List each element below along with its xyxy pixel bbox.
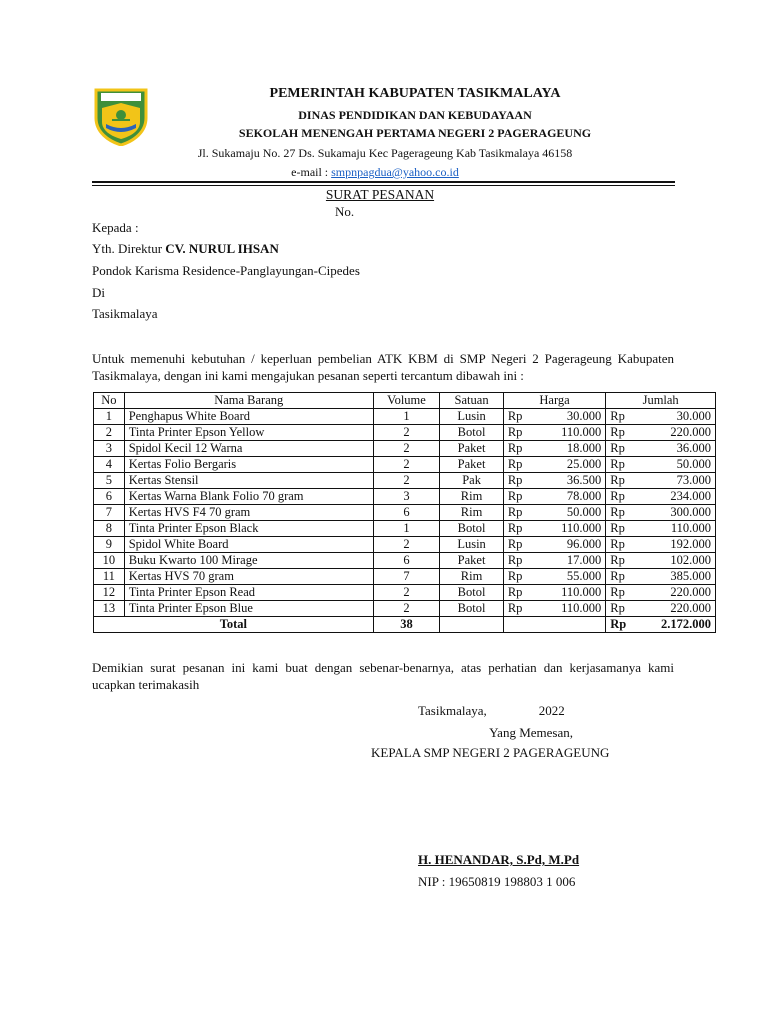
row-item: Penghapus White Board [124,409,373,425]
row-total-currency: Rp [606,505,634,521]
row-price: 17.000 [532,553,606,569]
table-row [94,505,716,521]
order-table [93,392,716,633]
regency-emblem-icon [92,84,150,146]
table-row [94,409,716,425]
row-total-currency: Rp [606,601,634,617]
intro-paragraph: Untuk memenuhi kebutuhan / keperluan pembelian ATK KBM di SMP Negeri 2 Pagerageung Kabupaten Tasikmalaya, dengan ini kami mengajukan pesanan seperti tercantum dibawah ini : [92,351,674,383]
recipient-address: Pondok Karisma Residence-Panglayungan-Cipedes [92,263,360,278]
row-price-currency: Rp [503,505,532,521]
row-total: 73.000 [633,473,715,489]
row-item: Kertas Folio Bergaris [124,457,373,473]
row-price-currency: Rp [503,489,532,505]
letterhead-school: SEKOLAH MENENGAH PERTAMA NEGERI 2 PAGERAGEUNG [238,126,592,140]
table-row [94,585,716,601]
row-price: 110.000 [532,425,606,441]
total-label: Total [94,617,374,633]
row-item: Kertas Stensil [124,473,373,489]
header-item: Nama Barang [124,393,373,409]
header-volume: Volume [373,393,440,409]
row-total: 220.000 [633,585,715,601]
row-volume: 2 [373,537,440,553]
row-price-currency: Rp [503,441,532,457]
row-price-currency: Rp [503,553,532,569]
row-price-currency: Rp [503,457,532,473]
row-volume: 2 [373,585,440,601]
header-divider-thin [92,185,675,186]
row-no: 8 [94,521,125,537]
row-no: 13 [94,601,125,617]
row-total: 102.000 [633,553,715,569]
row-no: 5 [94,473,125,489]
row-volume: 6 [373,553,440,569]
recipient-line [92,241,279,257]
row-item: Tinta Printer Epson Yellow [124,425,373,441]
total-currency: Rp [606,617,634,633]
row-total: 30.000 [633,409,715,425]
row-unit: Botol [440,521,504,537]
row-total-currency: Rp [606,409,634,425]
row-no: 11 [94,569,125,585]
letter-title: SURAT PESANAN [325,187,435,202]
recipient-city: Tasikmalaya [92,306,158,321]
row-volume: 2 [373,425,440,441]
row-no: 6 [94,489,125,505]
table-row [94,553,716,569]
row-no: 1 [94,409,125,425]
row-volume: 3 [373,489,440,505]
row-price-currency: Rp [503,585,532,601]
row-unit: Botol [440,425,504,441]
row-price-currency: Rp [503,473,532,489]
row-price: 55.000 [532,569,606,585]
row-price: 78.000 [532,489,606,505]
row-item: Spidol White Board [124,537,373,553]
table-row [94,441,716,457]
row-no: 7 [94,505,125,521]
row-price: 110.000 [532,521,606,537]
row-volume: 7 [373,569,440,585]
row-unit: Rim [440,569,504,585]
row-volume: 2 [373,457,440,473]
row-item: Spidol Kecil 12 Warna [124,441,373,457]
table-row [94,569,716,585]
row-unit: Paket [440,553,504,569]
letterhead-government: PEMERINTAH KABUPATEN TASIKMALAYA [269,86,561,101]
row-volume: 2 [373,601,440,617]
row-no: 9 [94,537,125,553]
row-price-currency: Rp [503,409,532,425]
place-date: Tasikmalaya, 2022 [418,703,565,718]
row-total-currency: Rp [606,457,634,473]
row-item: Kertas HVS F4 70 gram [124,505,373,521]
header-price: Harga [503,393,605,409]
row-price: 110.000 [532,601,606,617]
table-row [94,537,716,553]
row-volume: 2 [373,441,440,457]
letter-number: No. [335,204,355,219]
signer-position: KEPALA SMP NEGERI 2 PAGERAGEUNG [371,745,610,760]
row-total: 110.000 [633,521,715,537]
row-volume: 1 [373,409,440,425]
row-total-currency: Rp [606,441,634,457]
row-price: 50.000 [532,505,606,521]
table-row [94,489,716,505]
row-no: 2 [94,425,125,441]
di-label: Di [92,285,105,300]
row-item: Tinta Printer Epson Read [124,585,373,601]
row-unit: Rim [440,505,504,521]
row-unit: Paket [440,441,504,457]
row-total: 220.000 [633,425,715,441]
letterhead-email [180,165,570,180]
email-label: e-mail : [291,165,332,179]
table-row [94,425,716,441]
letterhead-address: Jl. Sukamaju No. 27 Ds. Sukamaju Kec Pagerageung Kab Tasikmalaya 46158 [197,146,573,160]
to-label: Kepada : [92,220,139,235]
header-no: No [94,393,125,409]
row-total: 385.000 [633,569,715,585]
row-price-currency: Rp [503,537,532,553]
row-volume: 2 [373,473,440,489]
sign-greeting: Yang Memesan, [489,725,573,740]
row-price: 18.000 [532,441,606,457]
header-unit: Satuan [440,393,504,409]
table-header-row [94,393,716,409]
row-total-currency: Rp [606,473,634,489]
letterhead-department: DINAS PENDIDIKAN DAN KEBUDAYAAN [298,108,532,122]
table-row [94,601,716,617]
table-row [94,521,716,537]
total-unit-empty [440,617,504,633]
row-volume: 1 [373,521,440,537]
total-row [94,617,716,633]
row-unit: Botol [440,585,504,601]
closing-paragraph: Demikian surat pesanan ini kami buat dengan sebenar-benarnya, atas perhatian dan kerjasamanya kami ucapkan terimakasih [92,660,674,692]
signer-name: H. HENANDAR, S.Pd, M.Pd [418,852,580,867]
row-total: 36.000 [633,441,715,457]
row-total-currency: Rp [606,521,634,537]
row-total-currency: Rp [606,489,634,505]
row-total: 192.000 [633,537,715,553]
row-item: Kertas HVS 70 gram [124,569,373,585]
row-item: Tinta Printer Epson Black [124,521,373,537]
row-total-currency: Rp [606,425,634,441]
row-volume: 6 [373,505,440,521]
row-no: 10 [94,553,125,569]
row-total-currency: Rp [606,569,634,585]
header-total: Jumlah [606,393,716,409]
row-total: 300.000 [633,505,715,521]
grand-total: 2.172.000 [633,617,715,633]
row-total-currency: Rp [606,553,634,569]
row-unit: Lusin [440,537,504,553]
total-price-empty [503,617,605,633]
table-row [94,473,716,489]
row-total-currency: Rp [606,585,634,601]
row-price: 110.000 [532,585,606,601]
row-no: 3 [94,441,125,457]
row-item: Tinta Printer Epson Blue [124,601,373,617]
row-item: Kertas Warna Blank Folio 70 gram [124,489,373,505]
row-no: 12 [94,585,125,601]
row-price-currency: Rp [503,521,532,537]
row-price: 36.500 [532,473,606,489]
row-price: 96.000 [532,537,606,553]
row-total: 50.000 [633,457,715,473]
recipient-name: CV. NURUL IHSAN [165,241,279,256]
total-volume: 38 [373,617,440,633]
row-no: 4 [94,457,125,473]
row-total: 234.000 [633,489,715,505]
row-unit: Pak [440,473,504,489]
row-price: 30.000 [532,409,606,425]
row-price: 25.000 [532,457,606,473]
table-row [94,457,716,473]
row-price-currency: Rp [503,601,532,617]
row-unit: Paket [440,457,504,473]
row-unit: Botol [440,601,504,617]
email-link[interactable]: smpnpagdua@yahoo.co.id [331,165,459,179]
row-unit: Rim [440,489,504,505]
row-total: 220.000 [633,601,715,617]
row-price-currency: Rp [503,425,532,441]
recipient-prefix: Yth. Direktur [92,241,166,256]
row-total-currency: Rp [606,537,634,553]
row-unit: Lusin [440,409,504,425]
signer-nip: NIP : 19650819 198803 1 006 [418,874,576,889]
row-item: Buku Kwarto 100 Mirage [124,553,373,569]
row-price-currency: Rp [503,569,532,585]
header-divider-thick [92,181,675,183]
